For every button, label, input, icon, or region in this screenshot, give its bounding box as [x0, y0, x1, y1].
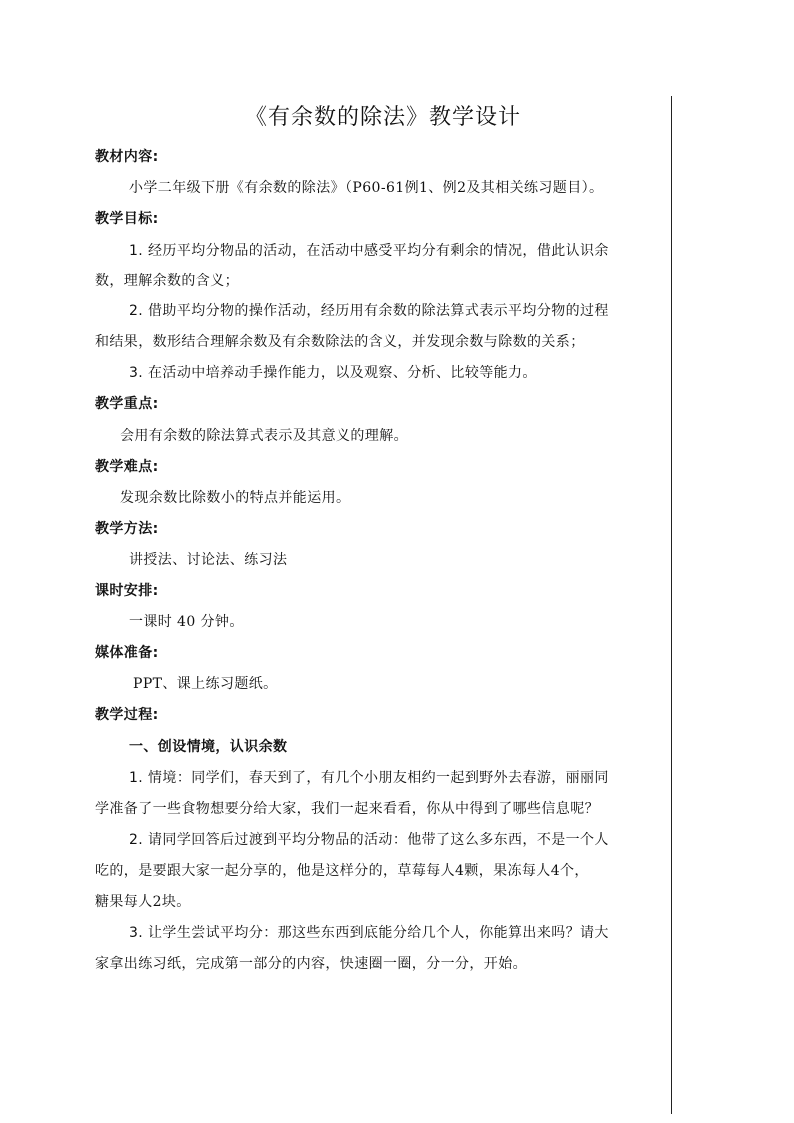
- goal-item-2-line2: 和结果，数形结合理解余数及有余数除法的含义，并发现余数与除数的关系；: [95, 334, 585, 350]
- schedule-heading: 课时安排:: [95, 583, 159, 599]
- process-step-1-line2: 学准备了一些食物想要分给大家，我们一起来看看，你从中得到了哪些信息呢？: [95, 801, 599, 817]
- process-step-2-line1: 请同学回答后过渡到平均分物品的活动：他带了这么多东西，不是一个人: [148, 832, 609, 848]
- goal-item-1-number: 1.: [129, 243, 144, 259]
- process-step-2-line2: 吃的，是要跟大家一起分享的，他是这样分的，草莓每人4颗，果冻每人4个，: [95, 863, 589, 879]
- goal-item-2-number: 2.: [129, 303, 144, 319]
- methods-content: 讲授法、讨论法、练习法: [129, 552, 288, 568]
- goals-heading: 教学目标:: [95, 211, 159, 227]
- process-subheading: 一、创设情境，认识余数: [129, 739, 288, 755]
- goal-item-3-line1: 在活动中培养动手操作能力，以及观察、分析、比较等能力。: [148, 365, 537, 381]
- goal-item-2: [129, 300, 609, 320]
- process-step-3: [129, 922, 609, 942]
- goal-item-3: [129, 362, 537, 382]
- process-step-3-line1: 让学生尝试平均分：那这些东西到底能分给几个人，你能算出来吗？请大: [148, 925, 609, 941]
- goal-item-1: [129, 240, 609, 260]
- difficulties-heading: 教学难点:: [95, 459, 159, 475]
- process-step-2-number: 2.: [129, 832, 144, 848]
- schedule-content: 一课时 40 分钟。: [129, 614, 244, 630]
- media-heading: 媒体准备:: [95, 645, 159, 661]
- media-content: PPT、课上练习题纸。: [133, 676, 278, 692]
- key-points-heading: 教学重点:: [95, 396, 159, 412]
- process-step-3-number: 3.: [129, 925, 144, 941]
- key-points-content: 会用有余数的除法算式表示及其意义的理解。: [120, 428, 408, 444]
- goal-item-2-line1: 借助平均分物的操作活动，经历用有余数的除法算式表示平均分物的过程: [148, 303, 609, 319]
- process-heading: 教学过程:: [95, 707, 159, 723]
- process-step-2: [129, 829, 609, 849]
- process-step-1-number: 1.: [129, 770, 144, 786]
- process-step-1-line1: 情境：同学们，春天到了，有几个小朋友相约一起到野外去春游，丽丽同: [148, 770, 609, 786]
- difficulties-content: 发现余数比除数小的特点并能运用。: [120, 490, 351, 506]
- process-step-1: [129, 767, 609, 787]
- material-heading: 教材内容:: [95, 149, 159, 165]
- process-step-3-line2: 家拿出练习纸，完成第一部分的内容，快速圈一圈，分一分，开始。: [95, 956, 527, 972]
- methods-heading: 教学方法:: [95, 521, 159, 537]
- page-margin-line: [671, 96, 672, 1114]
- material-content: 小学二年级下册《有余数的除法》（P60-61例1、例2及其相关练习题目）。: [129, 180, 604, 196]
- process-step-2-line3: 糖果每人2块。: [95, 894, 191, 910]
- goal-item-1-line2: 数，理解余数的含义；: [95, 273, 239, 289]
- document-title: 《有余数的除法》教学设计: [244, 105, 521, 130]
- goal-item-3-number: 3.: [129, 365, 144, 381]
- goal-item-1-line1: 经历平均分物品的活动，在活动中感受平均分有剩余的情况，借此认识余: [148, 243, 609, 259]
